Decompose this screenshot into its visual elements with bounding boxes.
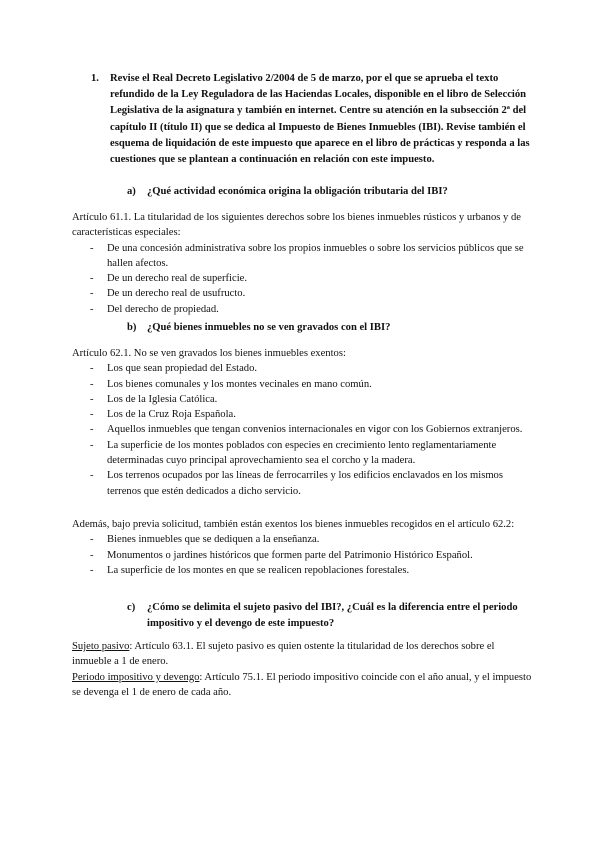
list-item: - De un derecho real de superficie. (72, 271, 532, 286)
list-item: - La superficie de los montes en que se realicen repoblaciones forestales. (72, 563, 532, 578)
subquestion-letter: a) (127, 186, 136, 197)
list-item: - Los terrenos ocupados por las líneas de ferrocarriles y los edificios enclavados en los mismos terrenos que estén dedicados a dicho servicio. (72, 468, 532, 499)
subquestion-text: ¿Cómo se delimita el sujeto pasivo del IBI?, ¿Cuál es la diferencia entre el periodo impositivo y el devengo de este impuesto? (147, 602, 518, 629)
list-item: - De un derecho real de usufructo. (72, 286, 532, 301)
answer-list (72, 361, 532, 499)
answer-a (72, 210, 532, 317)
list-item: - Los de la Iglesia Católica. (72, 392, 532, 407)
answer-intro: Además, bajo previa solicitud, también están exentos los bienes inmuebles recogidos en el artículo 62.2: (72, 519, 515, 530)
answer-b (72, 346, 532, 499)
subquestion-letter: c) (127, 602, 136, 613)
question-1 (91, 71, 531, 168)
list-item: - De una concesión administrativa sobre los propios inmuebles o sobre los servicios públicos que se hallen afectos. (72, 241, 532, 272)
subquestion-letter: b) (127, 322, 137, 333)
answer-c (72, 639, 532, 700)
list-item: - Del derecho de propiedad. (72, 302, 532, 317)
term-text: : Artículo 75.1. El periodo impositivo coincide con el año anual, y el impuesto se devenga el 1 de enero de cada año. (72, 671, 532, 698)
answer-list (72, 532, 532, 578)
subquestion-a (127, 184, 527, 200)
list-item: - Los bienes comunales y los montes vecinales en mano común. (72, 377, 532, 392)
term-label: Sujeto pasivo (72, 641, 130, 652)
subquestion-text: ¿Qué actividad económica origina la obligación tributaria del IBI? (147, 186, 448, 197)
subquestion-c (127, 600, 527, 632)
answer-list (72, 241, 532, 317)
answer-intro: Artículo 61.1. La titularidad de los siguientes derechos sobre los bienes inmuebles rústicos y urbanos y de características especiales: (72, 212, 521, 239)
answer-b-extra (72, 517, 532, 578)
list-item: - Los que sean propiedad del Estado. (72, 361, 532, 376)
question-number: 1. (91, 73, 99, 84)
answer-paragraph (72, 670, 532, 701)
subquestion-b (127, 320, 527, 336)
list-item: - Monumentos o jardines históricos que formen parte del Patrimonio Histórico Español. (72, 548, 532, 563)
subquestion-text: ¿Qué bienes inmuebles no se ven gravados con el IBI? (147, 322, 391, 333)
list-item: - Los de la Cruz Roja Española. (72, 407, 532, 422)
term-text: : Artículo 63.1. El sujeto pasivo es quien ostente la titularidad de los derechos sobre el inmueble a 1 de enero. (72, 641, 495, 668)
list-item: - Aquellos inmuebles que tengan convenios internacionales en vigor con los Gobiernos extranjeros. (72, 422, 532, 437)
answer-intro: Artículo 62.1. No se ven gravados los bienes inmuebles exentos: (72, 348, 346, 359)
question-text: Revise el Real Decreto Legislativo 2/2004 de 5 de marzo, por el que se aprueba el texto refundido de la Ley Reguladora de las Haciendas Locales, disponible en el libro de Selección Legislativa de la asignatura y también en internet. Centre su atención en la subsección 2ª del capítulo II (título II) que se dedica al Impuesto de Bienes Inmuebles (IBI). Revise también el esquema de liquidación de este impuesto que aparece en el libro de prácticas y responda a las cuestiones que se plantean a continuación en relación con este impuesto. (110, 73, 530, 166)
list-item: - La superficie de los montes poblados con especies en crecimiento lento reglamentariamente determinadas cuyo principal aprovechamiento sea el corcho y la madera. (72, 438, 532, 469)
term-label: Periodo impositivo y devengo (72, 671, 200, 683)
list-item: - Bienes inmuebles que se dediquen a la enseñanza. (72, 532, 532, 547)
answer-paragraph (72, 639, 532, 670)
